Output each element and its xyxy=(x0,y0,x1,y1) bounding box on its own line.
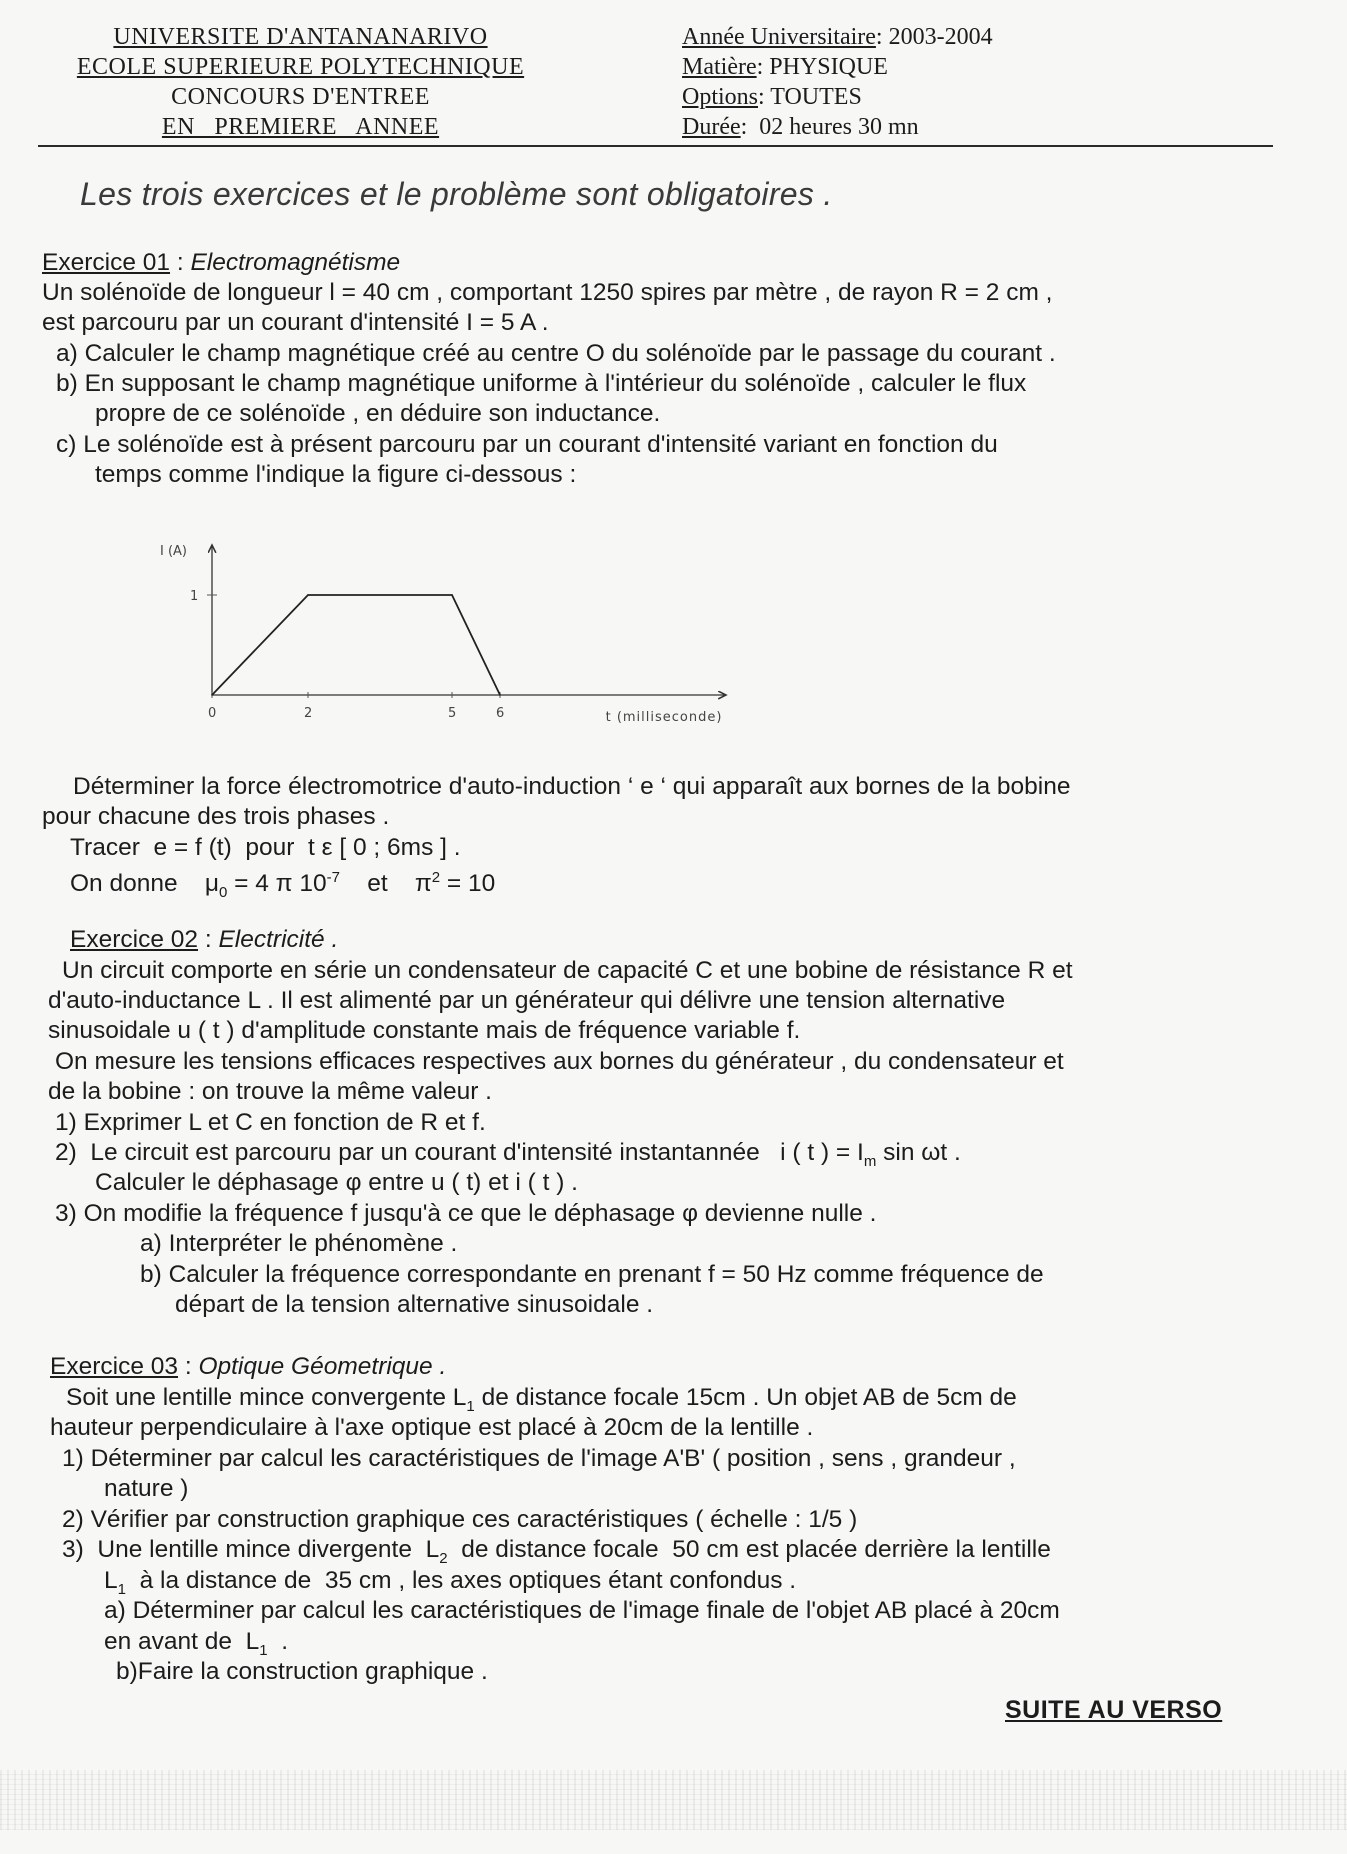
ex1-after-line-2: pour chacune des trois phases . xyxy=(42,803,390,830)
ex2-question-2-line-2: Calculer le déphasage φ entre u ( t) et i ( t ) . xyxy=(95,1169,578,1196)
ex3-question-3b: b)Faire la construction graphique . xyxy=(116,1658,488,1685)
current-vs-time-chart xyxy=(140,520,840,730)
ex3-question-2: 2) Vérifier par construction graphique ces caractéristiques ( échelle : 1/5 ) xyxy=(62,1506,858,1533)
data-point xyxy=(307,594,309,596)
ex1-question-a: a) Calculer le champ magnétique créé au centre O du solénoïde par le passage du courant . xyxy=(56,340,1056,367)
scan-noise-band xyxy=(0,1770,1347,1830)
instructions-banner: Les trois exercices et le problème sont obligatoires . xyxy=(80,176,833,212)
exam-year-level: EN PREMIERE ANNEE xyxy=(161,114,440,140)
subject: Matière: PHYSIQUE xyxy=(682,54,888,80)
ex3-para-line-1: Soit une lentille mince convergente $L_1$ de distance focale 15cm . Un objet AB de 5cm de xyxy=(66,1384,1017,1415)
x-tick-label: 6 xyxy=(496,706,505,721)
duration: Durée: 02 heures 30 mn xyxy=(682,114,919,140)
ex1-given-values: On donne $\mu_0 = 4$ π $10^{-7}$ et $\pi^2 = 10$ xyxy=(70,869,496,902)
ex2-para-line-2: d'auto-inductance L . Il est alimenté par un générateur qui délivre une tension alternative xyxy=(48,987,1006,1014)
university-name: UNIVERSITE D'ANTANANARIVO xyxy=(113,24,488,50)
options: Options: TOUTES xyxy=(682,84,862,110)
ex1-after-line-3: Tracer e = f (t) pour t ε [ 0 ; 6ms ] . xyxy=(70,834,461,861)
ex2-question-3: 3) On modifie la fréquence f jusqu'à ce que le déphasage φ devienne nulle . xyxy=(55,1200,877,1227)
header-divider xyxy=(38,145,1273,147)
y-tick-label: 1 xyxy=(190,589,199,604)
data-point xyxy=(451,594,453,596)
ex2-question-1: 1) Exprimer L et C en fonction de R et f. xyxy=(55,1109,486,1136)
exam-info-block xyxy=(682,22,1202,142)
ex1-intro-line-1: Un solénoïde de longueur l = 40 cm , comportant 1250 spires par mètre , de rayon R = 2 cm , xyxy=(42,279,1053,306)
ex1-question-b-line-1: b) En supposant le champ magnétique uniforme à l'intérieur du solénoïde , calculer le flux xyxy=(56,370,1027,397)
ex3-question-1-line-2: nature ) xyxy=(104,1475,189,1502)
ex2-para-line-3: sinusoidale u ( t ) d'amplitude constante mais de fréquence variable f. xyxy=(48,1017,801,1044)
ex1-question-c-line-2: temps comme l'indique la figure ci-dessous : xyxy=(95,461,577,488)
ex3-question-3-line-2: $L_1$ à la distance de 35 cm , les axes optiques étant confondus . xyxy=(104,1567,797,1598)
ex2-question-3b-line-2: départ de la tension alternative sinusoidale . xyxy=(175,1291,654,1318)
current-series-line xyxy=(212,595,500,695)
exercise-3-heading: Exercice 03 : Optique Géometrique . xyxy=(50,1353,447,1380)
exercise-1-heading: Exercice 01 : Electromagnétisme xyxy=(42,249,401,276)
exercise-2-heading: Exercice 02 : Electricité . xyxy=(70,926,339,953)
ex1-question-b-line-2: propre de ce solénoïde , en déduire son inductance. xyxy=(95,400,661,427)
academic-year: Année Universitaire: 2003-2004 xyxy=(682,24,993,50)
data-point xyxy=(211,694,213,696)
x-axis-label: t (milliseconde) xyxy=(605,710,723,725)
ex1-question-c-line-1: c) Le solénoïde est à présent parcouru par un courant d'intensité variant en fonction du xyxy=(56,431,998,458)
x-tick-label: 0 xyxy=(208,706,217,721)
continued-overleaf-note: SUITE AU VERSO xyxy=(1005,1696,1223,1724)
ex1-intro-line-2: est parcouru par un courant d'intensité I = 5 A . xyxy=(42,309,549,336)
institution-block xyxy=(38,22,563,142)
ex3-question-3a: a) Déterminer par calcul les caractéristiques de l'image finale de l'objet AB placé à 20cm xyxy=(104,1597,1060,1624)
ex2-question-3b-line-1: b) Calculer la fréquence correspondante en prenant f = 50 Hz comme fréquence de xyxy=(140,1261,1044,1288)
ex3-question-1: 1) Déterminer par calcul les caractéristiques de l'image A'B' ( position , sens , grandeur , xyxy=(62,1445,1016,1472)
exam-type: CONCOURS D'ENTREE xyxy=(171,84,430,110)
x-tick-label: 2 xyxy=(304,706,313,721)
data-point xyxy=(499,694,501,696)
y-axis-label: I (A) xyxy=(160,544,188,559)
ex2-para-line-4: On mesure les tensions efficaces respectives aux bornes du générateur , du condensateur et xyxy=(55,1048,1064,1075)
ex2-para-line-1: Un circuit comporte en série un condensateur de capacité C et une bobine de résistance R et xyxy=(62,957,1073,984)
x-tick-label: 5 xyxy=(448,706,457,721)
school-name: ECOLE SUPERIEURE POLYTECHNIQUE xyxy=(76,54,525,80)
ex2-question-3a: a) Interpréter le phénomène . xyxy=(140,1230,458,1257)
ex1-after-line-1: Déterminer la force électromotrice d'auto-induction ‘ e ‘ qui apparaît aux bornes de la bobine xyxy=(73,773,1071,800)
ex2-para-line-5: de la bobine : on trouve la même valeur . xyxy=(48,1078,492,1105)
ex3-question-3a-line-2: en avant de $L_1$ . xyxy=(104,1628,289,1659)
ex2-question-2: 2) Le circuit est parcouru par un courant d'intensité instantannée i ( t ) = $I_m$ sin ωt . xyxy=(55,1139,961,1170)
ex3-para-line-2: hauteur perpendiculaire à l'axe optique est placé à 20cm de la lentille . xyxy=(50,1414,814,1441)
ex3-question-3-line-1: 3) Une lentille mince divergente $L_2$ de distance focale 50 cm est placée derrière la lentille xyxy=(62,1536,1051,1567)
